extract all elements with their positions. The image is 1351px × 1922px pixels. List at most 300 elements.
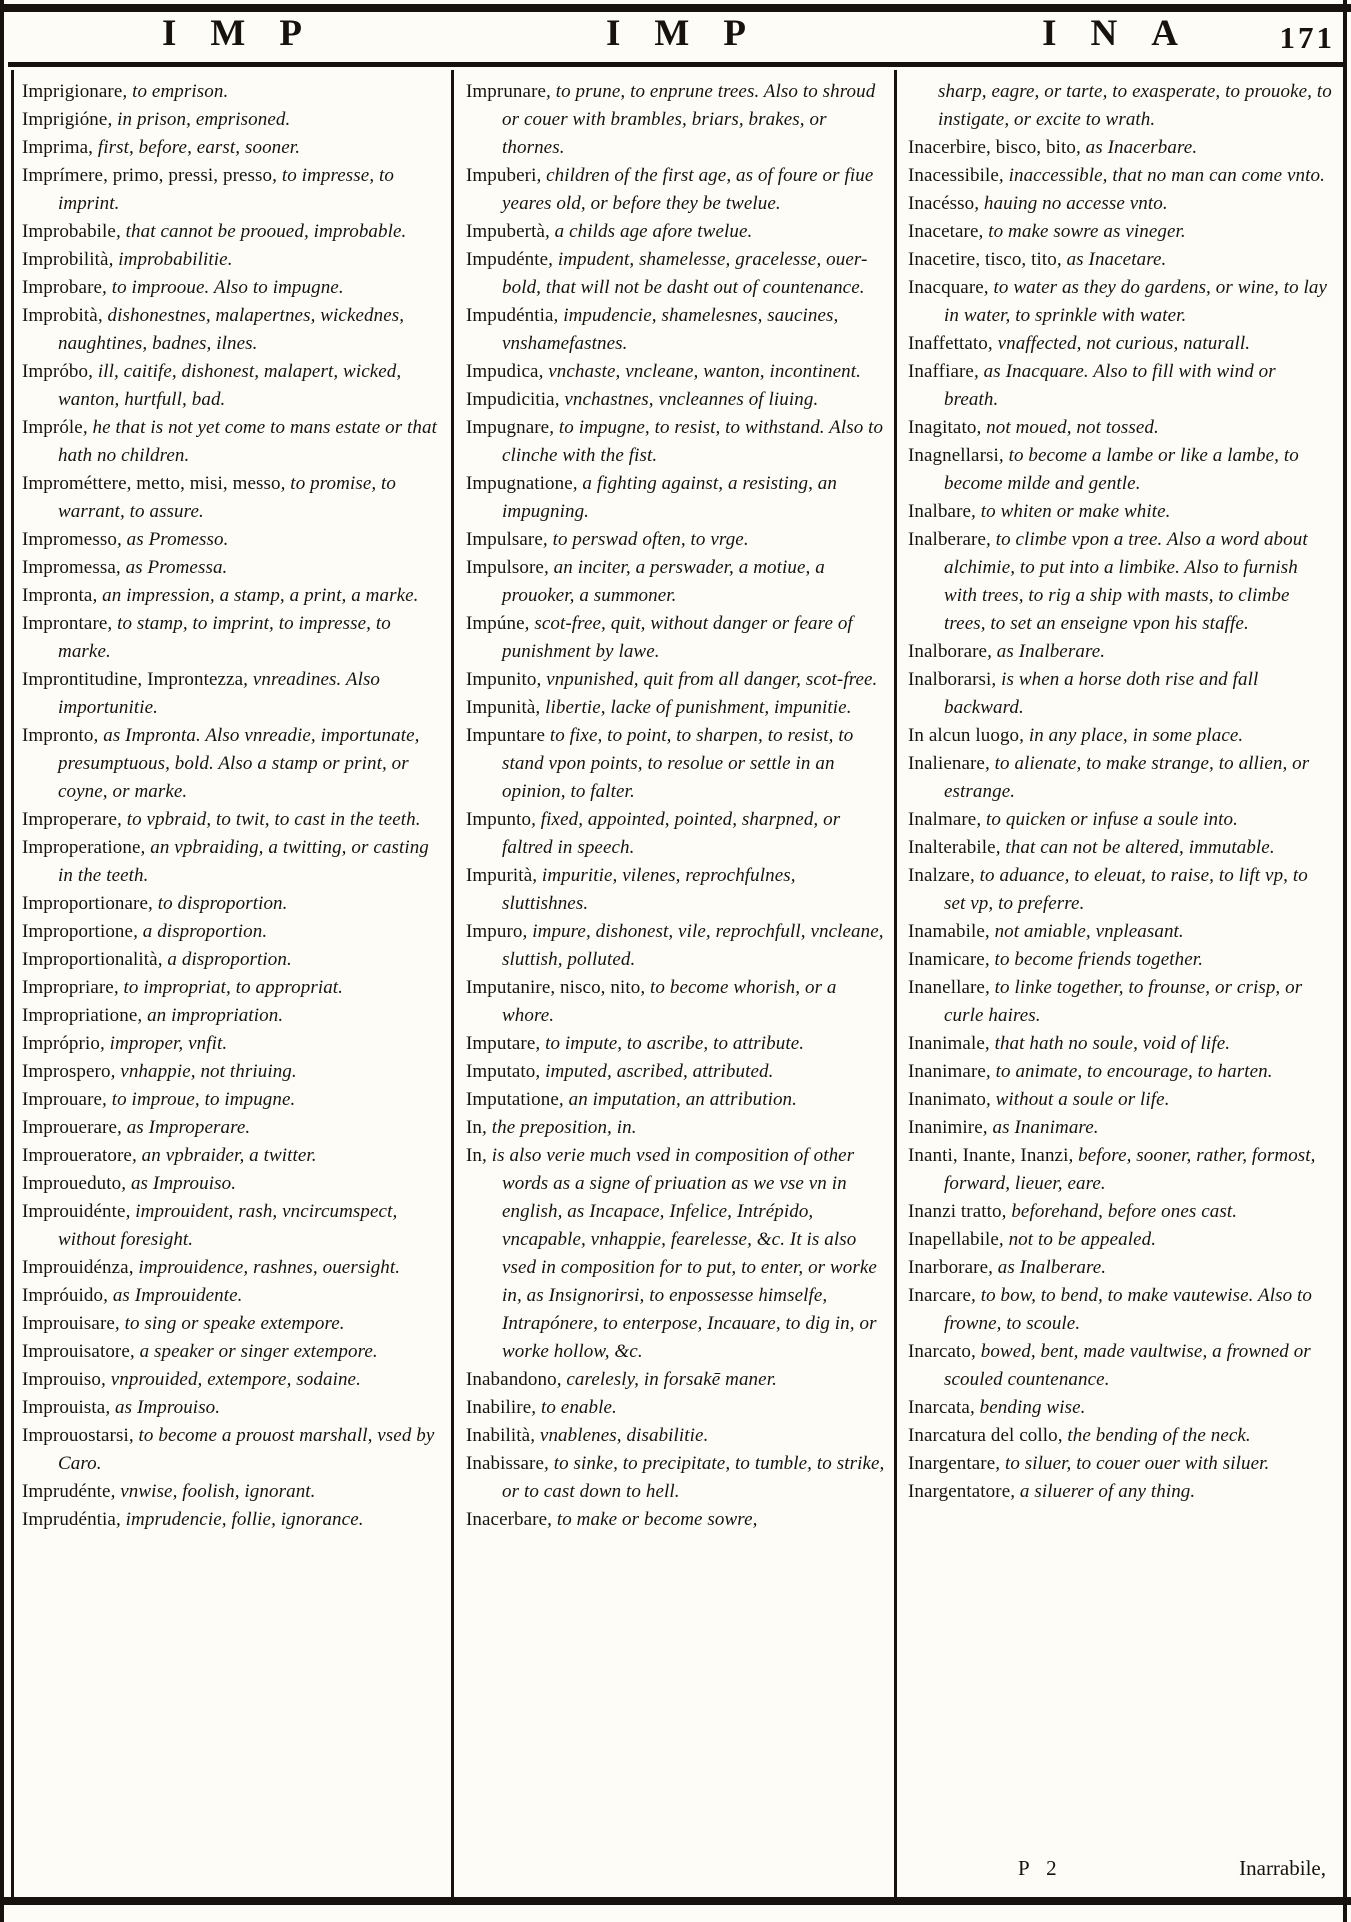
definition: , vnchaste, vncleane, wanton, incontinent. [538, 361, 861, 382]
definition: , vnreadines. Also importunitie. [58, 669, 381, 718]
dictionary-entry [22, 1198, 442, 1254]
headword: Inabandono [466, 1369, 557, 1390]
dictionary-entry [466, 1394, 886, 1422]
dictionary-entry [22, 554, 442, 582]
dictionary-entry [22, 918, 442, 946]
signature-mark: P 2 [1018, 1856, 1063, 1880]
dictionary-entry [908, 1394, 1332, 1422]
headword: Impropriare [22, 977, 114, 998]
definition: , to sinke, to precipitate, to tumble, to strike, or to cast down to hell. [502, 1453, 885, 1502]
definition: , as Inacerbare. [1075, 137, 1198, 158]
headword: Imprudénte [22, 1481, 111, 1502]
headword: Improntitudine, Improntezza [22, 669, 244, 690]
headword: Inanzi tratto [908, 1201, 1002, 1222]
definition: , to bow, to bend, to make vautewise. Also to frowne, to scoule. [944, 1285, 1313, 1334]
headword: Inarborare [908, 1257, 989, 1278]
headword: Inarcare [908, 1285, 972, 1306]
headword: Inacetire, tisco, tito [908, 249, 1057, 270]
headword: Impurità [466, 865, 533, 886]
dictionary-entry [22, 134, 442, 162]
dictionary-entry [908, 638, 1332, 666]
headword: Imprima [22, 137, 89, 158]
headword: Impugnatione [466, 473, 573, 494]
dictionary-entry [22, 806, 442, 834]
headword: Improuiso [22, 1369, 102, 1390]
definition: , libertie, lacke of punishment, impunitie. [535, 697, 852, 718]
dictionary-entry [466, 302, 886, 358]
headword: Impunito [466, 669, 537, 690]
definition: , before, sooner, rather, formost, forward, lieuer, eare. [944, 1145, 1316, 1194]
definition: , that can not be altered, immutable. [995, 837, 1275, 858]
dictionary-entry [22, 1394, 442, 1422]
dictionary-entry [908, 946, 1332, 974]
headword: Inalterabile [908, 837, 996, 858]
dictionary-entry [22, 358, 442, 414]
left-border-inner [11, 70, 14, 1897]
dictionary-entry [22, 1478, 442, 1506]
dictionary-entry [908, 414, 1332, 442]
top-rule [0, 4, 1351, 12]
definition: , first, before, earst, sooner. [88, 137, 301, 158]
headword: Inalborarsi [908, 669, 992, 690]
definition: , the bending of the neck. [1057, 1425, 1251, 1446]
definition: , to impute, to ascribe, to attribute. [535, 1033, 805, 1054]
dictionary-entry [22, 1030, 442, 1058]
dictionary-entry [908, 1478, 1332, 1506]
dictionary-entry [908, 330, 1332, 358]
dictionary-entry [908, 806, 1332, 834]
headword: Inanti, Inante, Inanzi [908, 1145, 1069, 1166]
dictionary-entry [908, 1226, 1332, 1254]
dictionary-entry [22, 246, 442, 274]
dictionary-entry [466, 218, 886, 246]
headword: Inanimale [908, 1033, 985, 1054]
headword: Improuista [22, 1397, 106, 1418]
definition: , dishonestnes, malapertnes, wickednes, naughtines, badnes, ilnes. [58, 305, 405, 354]
headword: Impropriatione [22, 1005, 138, 1026]
dictionary-entry [466, 1086, 886, 1114]
definition: , vnaffected, not curious, naturall. [987, 333, 1251, 354]
definition: , fixed, appointed, pointed, sharpned, or faltred in speech. [502, 809, 841, 858]
dictionary-entry [22, 162, 442, 218]
headword: Inacquare [908, 277, 984, 298]
dictionary-entry [22, 582, 442, 610]
dictionary-entry [466, 1114, 886, 1142]
headword: Imprunare [466, 81, 547, 102]
column3-footer [908, 1856, 1332, 1881]
dictionary-entry [22, 414, 442, 470]
definition: , scot-free, quit, without danger or feare of punishment by lawe. [502, 613, 853, 662]
dictionary-entry [908, 134, 1332, 162]
dictionary-entry [22, 890, 442, 918]
definition: , improper, vnfit. [99, 1033, 228, 1054]
headword: Improportionalità [22, 949, 158, 970]
dictionary-entry [908, 1114, 1332, 1142]
headword: Inanimato [908, 1089, 986, 1110]
dictionary-entry [22, 302, 442, 358]
dictionary-entry [908, 918, 1332, 946]
definition: , as Inanimare. [982, 1117, 1099, 1138]
dictionary-entry [22, 1338, 442, 1366]
dictionary-entry [22, 470, 442, 526]
headword: Impulsare [466, 529, 543, 550]
headword: Improspero [22, 1061, 111, 1082]
dictionary-entry [908, 162, 1332, 190]
dictionary-entry [466, 974, 886, 1030]
headword: Improueduto [22, 1173, 122, 1194]
dictionary-entry [22, 1114, 442, 1142]
headword: In [466, 1117, 483, 1138]
definition: , in any place, in some place. [1019, 725, 1244, 746]
dictionary-entry [466, 358, 886, 386]
dictionary-entry [466, 246, 886, 302]
headword: Impróuido [22, 1285, 104, 1306]
definition: , to impugne, to resist, to withstand. Also to clinche with the fist. [502, 417, 884, 466]
dictionary-entry [22, 1002, 442, 1030]
definition: , an impropriation. [137, 1005, 284, 1026]
headword: Inaffiare [908, 361, 974, 382]
dictionary-entry [908, 246, 1332, 274]
definition: , in prison, emprisoned. [107, 109, 291, 130]
definition: , as Inalberare. [988, 1257, 1107, 1278]
dictionary-entry [22, 1422, 442, 1478]
headword: Impudicitia [466, 389, 555, 410]
headword: Inargentatore [908, 1481, 1011, 1502]
definition: , vnhappie, not thriuing. [110, 1061, 297, 1082]
headword: Inapellabile [908, 1229, 999, 1250]
headword: Inabilire [466, 1397, 532, 1418]
column-separator-1 [451, 70, 454, 1897]
definition: , an imputation, an attribution. [558, 1089, 797, 1110]
definition: , impudencie, shamelesnes, saucines, vnshamefastnes. [502, 305, 839, 354]
definition: , a fighting against, a resisting, an impugning. [502, 473, 837, 522]
dictionary-entry [22, 722, 442, 806]
dictionary-entry [466, 1450, 886, 1506]
headword: Impunto [466, 809, 532, 830]
definition: , is when a horse doth rise and fall backward. [944, 669, 1259, 718]
definition: , a siluerer of any thing. [1010, 1481, 1196, 1502]
definition: , to become a prouost marshall, vsed by Caro. [58, 1425, 435, 1474]
definition: , improuident, rash, vncircumspect, without foresight. [58, 1201, 398, 1250]
definition: , to sing or speake extempore. [114, 1313, 345, 1334]
column-2 [466, 78, 886, 1534]
headword: Inarcatura del collo [908, 1425, 1058, 1446]
definition: , not amiable, vnpleasant. [984, 921, 1184, 942]
dictionary-entry [466, 1142, 886, 1366]
definition: , to water as they do gardens, or wine, to lay in water, to sprinkle with water. [944, 277, 1328, 326]
definition: , that cannot be prooued, improbable. [115, 221, 407, 242]
definition: , as Impronta. Also vnreadie, importunate, presumptuous, bold. Also a stamp or print, or coyne, or marke. [58, 725, 420, 802]
dictionary-entry [908, 1198, 1332, 1226]
definition: , impuritie, vilenes, reprochfulnes, sluttishnes. [502, 865, 796, 914]
definition: , to siluer, to couer ouer with siluer. [995, 1453, 1270, 1474]
definition: , to enable. [531, 1397, 617, 1418]
definition: , as Inalberare. [987, 641, 1106, 662]
headword: Inarcata [908, 1397, 970, 1418]
dictionary-entry [908, 1422, 1332, 1450]
headword: Inanellare [908, 977, 985, 998]
dictionary-entry [466, 470, 886, 526]
headword: Imputanire, nisco, nito [466, 977, 641, 998]
definition: , as Improuiso. [105, 1397, 221, 1418]
definition: , improuidence, rashnes, ouersight. [128, 1257, 401, 1278]
dictionary-entry [466, 1058, 886, 1086]
dictionary-entry [908, 526, 1332, 638]
definition: , to improue, to impugne. [102, 1089, 296, 1110]
definition: , bending wise. [969, 1397, 1086, 1418]
definition: , to impropriat, to appropriat. [113, 977, 344, 998]
bottom-rule [0, 1897, 1351, 1905]
headword: Impudénte [466, 249, 549, 270]
definition: to fixe, to point, to sharpen, to resist, to stand vpon points, to resolue or settle in an opinion, to falter. [502, 725, 854, 802]
definition: , hauing no accesse vnto. [974, 193, 1168, 214]
definition: , as Inacquare. Also to fill with wind or breath. [944, 361, 1276, 410]
right-border [1343, 0, 1347, 1922]
dictionary-entry [908, 862, 1332, 918]
page-number: 171 [1279, 20, 1335, 55]
dictionary-entry [22, 274, 442, 302]
headword: Inagnellarsi [908, 445, 999, 466]
definition: , impudent, shamelesse, gracelesse, ouer-bold, that will not be dasht out of countenance. [502, 249, 868, 298]
headword: Imprigióne [22, 109, 108, 130]
headword: Impronto [22, 725, 94, 746]
dictionary-entry [466, 414, 886, 470]
dictionary-entry [466, 666, 886, 694]
dictionary-entry [908, 1030, 1332, 1058]
dictionary-entry [22, 946, 442, 974]
definition: , to impresse, to imprint. [58, 165, 395, 214]
headword: Inaffettato [908, 333, 988, 354]
definition: , a disproportion. [157, 949, 292, 970]
headword: Inabilità [466, 1425, 531, 1446]
headword: Inacetare [908, 221, 979, 242]
definition: , an vpbraider, a twitter. [131, 1145, 317, 1166]
headword: Impúne [466, 613, 525, 634]
dictionary-entry [466, 1030, 886, 1058]
headword: Impuberi [466, 165, 537, 186]
dictionary-entry [466, 162, 886, 218]
headword: Improntare [22, 613, 108, 634]
dictionary-entry [22, 974, 442, 1002]
dictionary-entry [908, 834, 1332, 862]
headword: Improuerare [22, 1117, 117, 1138]
definition: , vnprouided, extempore, sodaine. [101, 1369, 361, 1390]
dictionary-entry [908, 1142, 1332, 1198]
headword: Impromesso [22, 529, 117, 550]
headword: Inalberare [908, 529, 986, 550]
definition: , to promise, to warrant, to assure. [58, 473, 397, 522]
dictionary-entry [22, 1282, 442, 1310]
headword: Impudica [466, 361, 539, 382]
definition: , improbabilitie. [108, 249, 233, 270]
definition: , carelesly, in forsakē maner. [556, 1369, 777, 1390]
definition: , as Promessa. [115, 557, 228, 578]
dictionary-entry [22, 834, 442, 890]
definition: , to make sowre as vineger. [978, 221, 1186, 242]
definition: , to alienate, to make strange, to allien, or estrange. [944, 753, 1310, 802]
dictionary-entry [466, 806, 886, 862]
dictionary-entry [908, 274, 1332, 330]
headword: In [466, 1145, 483, 1166]
headword: Inacerbire, bisco, bito [908, 137, 1076, 158]
dictionary-entry [908, 1254, 1332, 1282]
definition: , imputed, ascribed, attributed. [535, 1061, 774, 1082]
headword: Impulsore [466, 557, 544, 578]
definition: , beforehand, before ones cast. [1001, 1201, 1238, 1222]
dictionary-entry [908, 666, 1332, 722]
headword: Impudéntia [466, 305, 554, 326]
definition: , to animate, to encourage, to harten. [985, 1061, 1273, 1082]
headword: Imputatione [466, 1089, 559, 1110]
dictionary-entry [22, 106, 442, 134]
definition: , imprudencie, follie, ignorance. [115, 1509, 364, 1530]
definition: , vnchastnes, vncleannes of liuing. [554, 389, 819, 410]
entry-continuation [908, 78, 1332, 134]
dictionary-entry [466, 862, 886, 918]
dictionary-entry [466, 1506, 886, 1534]
definition: , a speaker or singer extempore. [129, 1341, 378, 1362]
dictionary-entry [466, 554, 886, 610]
definition: , children of the first age, as of foure or fiue yeares old, or before they be twelue. [502, 165, 874, 214]
dictionary-entry [908, 358, 1332, 414]
dictionary-entry [22, 1170, 442, 1198]
dictionary-entry [908, 190, 1332, 218]
headword: Impróle [22, 417, 83, 438]
headword: Improbabile [22, 221, 116, 242]
definition: , an inciter, a perswader, a motiue, a prouoker, a summoner. [502, 557, 825, 606]
headword: Impubertà [466, 221, 545, 242]
headword: Improuisatore [22, 1341, 130, 1362]
dictionary-entry [466, 694, 886, 722]
headword: Improuostarsi [22, 1425, 129, 1446]
dictionary-entry [908, 722, 1332, 750]
dictionary-entry [908, 1450, 1332, 1478]
headword: Improméttere, metto, misi, messo [22, 473, 281, 494]
definition: , as Promesso. [116, 529, 229, 550]
headword: Impromessa [22, 557, 116, 578]
headword: Impuntare [466, 725, 545, 746]
dictionary-entry [22, 218, 442, 246]
definition: , a disproportion. [133, 921, 268, 942]
definition: , an vpbraiding, a twitting, or casting in the teeth. [58, 837, 429, 886]
headword: Improuisare [22, 1313, 115, 1334]
dictionary-entry [22, 610, 442, 666]
definition: , to climbe vpon a tree. Also a word about alchimie, to put into a limbike. Also to furnish with trees, to rig a ship with masts, to climbe trees, to set an enseigne vpon his staffe. [944, 529, 1308, 634]
definition: , as Inacetare. [1056, 249, 1167, 270]
running-head-col2: IMP [606, 13, 780, 54]
definition: , to perswad often, to vrge. [542, 529, 749, 550]
column-1 [22, 78, 442, 1534]
headword: Improbità [22, 305, 98, 326]
definition: , to whiten or make white. [971, 501, 1171, 522]
dictionary-entry [466, 918, 886, 974]
headword: Inalzare [908, 865, 970, 886]
dictionary-entry [466, 610, 886, 666]
headword: Improuidénte [22, 1201, 126, 1222]
definition: , to become friends together. [984, 949, 1204, 970]
column-3 [908, 78, 1332, 1506]
headword: Inalbare [908, 501, 972, 522]
catchword: Inarrabile, [1239, 1856, 1326, 1880]
headword: Improuare [22, 1089, 103, 1110]
left-border-outer [0, 0, 4, 1922]
definition: , to improoue. Also to impugne. [102, 277, 344, 298]
headword: Improbilità [22, 249, 109, 270]
headword: Inalborare [908, 641, 988, 662]
running-head-col1: IMP [162, 13, 336, 54]
dictionary-entry [466, 722, 886, 806]
definition: , to emprison. [122, 81, 229, 102]
headword: Improueratore [22, 1145, 132, 1166]
dictionary-entry [466, 1422, 886, 1450]
definition: , a childs age afore twelue. [544, 221, 753, 242]
definition: , to become a lambe or like a lambe, to become milde and gentle. [944, 445, 1299, 494]
headword: Inacésso [908, 193, 975, 214]
dictionary-entry [22, 1254, 442, 1282]
headword: Imputato [466, 1061, 536, 1082]
definition: , to stamp, to imprint, to impresse, to marke. [58, 613, 391, 662]
definition: , is also verie much vsed in composition of other words as a signe of priuation as we vse vn in english, as Incapace, Infelice, Intrépido, vncapable, vnhappie, fearelesse, &c. It is also vsed in composition for to put, to enter, or worke in, as Insignorirsi, to enpossesse himselfe, Intrapónere, to enterpose, Incauare, to dig in, or worke hollow, &c. [482, 1145, 877, 1362]
headword: Inagitato [908, 417, 977, 438]
dictionary-entry [22, 666, 442, 722]
headword: Inabissare [466, 1453, 545, 1474]
dictionary-entry [908, 498, 1332, 526]
definition: , to make or become sowre, [547, 1509, 758, 1530]
definition: , inaccessible, that no man can come vnto. [998, 165, 1325, 186]
headword: Improportione [22, 921, 134, 942]
headword: Imprudéntia [22, 1509, 116, 1530]
headword: Impugnare [466, 417, 550, 438]
definition: sharp, eagre, or tarte, to exasperate, to prouoke, to instigate, or excite to wrath. [938, 81, 1332, 130]
definition: , that hath no soule, void of life. [984, 1033, 1231, 1054]
headword: Inargentare [908, 1453, 996, 1474]
headword: Inalienare [908, 753, 985, 774]
definition: , to vpbraid, to twit, to cast in the teeth. [117, 809, 421, 830]
dictionary-entry [22, 1366, 442, 1394]
definition: , without a soule or life. [985, 1089, 1170, 1110]
definition: , to disproportion. [148, 893, 288, 914]
dictionary-entry [22, 1310, 442, 1338]
definition: , as Improperare. [117, 1117, 251, 1138]
definition: , to prune, to enprune trees. Also to shroud or couer with brambles, briars, brakes, or thornes. [502, 81, 876, 158]
headword: Imprigionare [22, 81, 123, 102]
column-separator-2 [894, 70, 897, 1897]
dictionary-entry [466, 1366, 886, 1394]
headword: Imprímere, primo, pressi, presso [22, 165, 273, 186]
headword: In alcun luogo [908, 725, 1020, 746]
definition: , ill, caitife, dishonest, malapert, wicked, wanton, hurtfull, bad. [58, 361, 402, 410]
headword: Improuidénza [22, 1257, 129, 1278]
dictionary-entry [22, 78, 442, 106]
definition: , vnablenes, disabilitie. [530, 1425, 709, 1446]
definition: , to quicken or infuse a soule into. [976, 809, 1238, 830]
dictionary-entry [908, 1338, 1332, 1394]
dictionary-entry [908, 750, 1332, 806]
headword: Improperatione [22, 837, 141, 858]
dictionary-entry [908, 974, 1332, 1030]
header-rule [8, 62, 1345, 67]
headword: Inanimare [908, 1061, 986, 1082]
dictionary-entry [908, 442, 1332, 498]
dictionary-entry [908, 1058, 1332, 1086]
headword: Improbare [22, 277, 103, 298]
definition: , as Improuidente. [103, 1285, 243, 1306]
headword: Improportionare [22, 893, 149, 914]
definition: , not moued, not tossed. [976, 417, 1159, 438]
definition: , not to be appealed. [998, 1229, 1157, 1250]
definition: , impure, dishonest, vile, reprochfull, vncleane, sluttish, polluted. [502, 921, 884, 970]
definition: , the preposition, in. [482, 1117, 637, 1138]
